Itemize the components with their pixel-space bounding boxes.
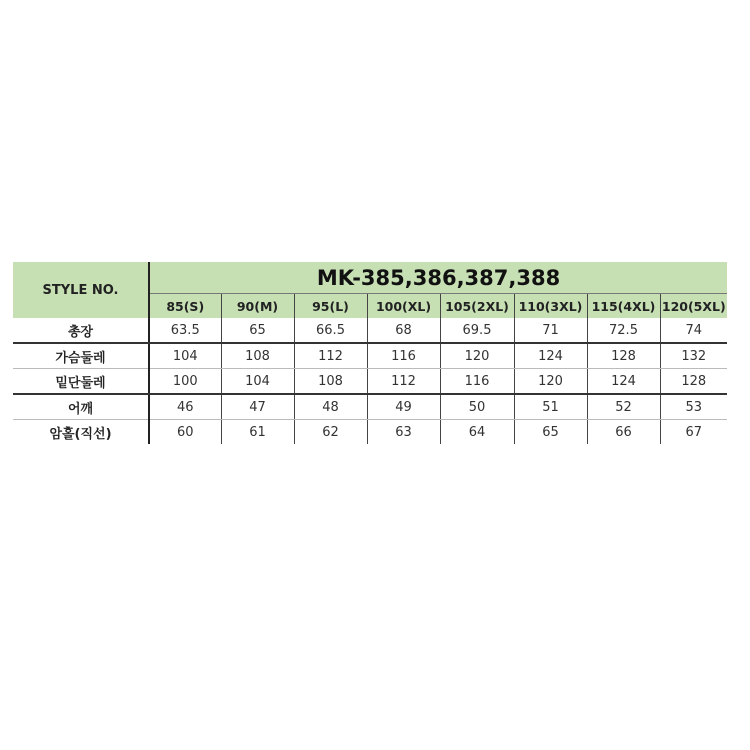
measurement-cell: 61	[221, 420, 294, 445]
row-label: 밑단둘레	[13, 369, 149, 395]
measurement-cell: 120	[514, 369, 587, 395]
measurement-cell: 66	[587, 420, 660, 445]
row-label: 가슴둘레	[13, 343, 149, 369]
measurement-cell: 124	[587, 369, 660, 395]
measurement-cell: 116	[367, 343, 440, 369]
measurement-cell: 132	[660, 343, 727, 369]
row-label: 총장	[13, 318, 149, 343]
size-header: 95(L)	[294, 294, 367, 319]
measurement-cell: 120	[440, 343, 514, 369]
measurement-cell: 74	[660, 318, 727, 343]
table-row	[13, 369, 727, 395]
measurement-cell: 112	[294, 343, 367, 369]
measurement-cell: 67	[660, 420, 727, 445]
measurement-cell: 68	[367, 318, 440, 343]
measurement-cell: 100	[149, 369, 221, 395]
measurement-cell: 60	[176, 424, 194, 440]
measurement-cell: 63	[367, 420, 440, 445]
size-chart-table	[13, 262, 727, 444]
measurement-cell: 52	[587, 394, 660, 420]
measurement-cell: 65	[221, 318, 294, 343]
measurement-cell: 65	[514, 420, 587, 445]
measurement-cell: 64	[440, 420, 514, 445]
measurement-cell: 48	[294, 394, 367, 420]
size-header: 120(5XL)	[660, 294, 727, 319]
measurement-cell: 53	[660, 394, 727, 420]
measurement-cell: 66.5	[294, 318, 367, 343]
measurement-cell: 116	[440, 369, 514, 395]
table-row	[13, 343, 727, 369]
measurement-cell: 49	[367, 394, 440, 420]
measurement-cell: 50	[440, 394, 514, 420]
measurement-cell: 128	[587, 343, 660, 369]
table-row	[13, 394, 727, 420]
measurement-cell: 71	[514, 318, 587, 343]
table-row	[13, 420, 727, 445]
size-header: 110(3XL)	[514, 294, 587, 319]
style-no-label: STYLE NO.	[13, 262, 149, 318]
size-header: 115(4XL)	[587, 294, 660, 319]
measurement-cell: 104	[221, 369, 294, 395]
style-numbers-title: MK-385,386,387,388	[149, 262, 727, 294]
measurement-cell: 108	[294, 369, 367, 395]
row-label: 암홀(직선)	[13, 420, 149, 445]
measurement-cell: 69.5	[440, 318, 514, 343]
measurement-cell: 72.5	[587, 318, 660, 343]
row-label: 어깨	[13, 394, 149, 420]
measurement-cell: 62	[294, 420, 367, 445]
measurement-cell: 46	[149, 394, 221, 420]
measurement-cell: 128	[660, 369, 727, 395]
size-header: 105(2XL)	[440, 294, 514, 319]
measurement-cell: 51	[514, 394, 587, 420]
measurement-cell: 124	[514, 343, 587, 369]
measurement-cell: 112	[367, 369, 440, 395]
measurement-cell: 63.5	[149, 318, 221, 343]
size-header: 90(M)	[221, 294, 294, 319]
measurement-cell: 104	[149, 343, 221, 369]
table-row	[13, 318, 727, 343]
measurement-cell: 108	[221, 343, 294, 369]
size-header: 100(XL)	[367, 294, 440, 319]
measurement-cell: 47	[221, 394, 294, 420]
size-header: 85(S)	[149, 294, 221, 319]
